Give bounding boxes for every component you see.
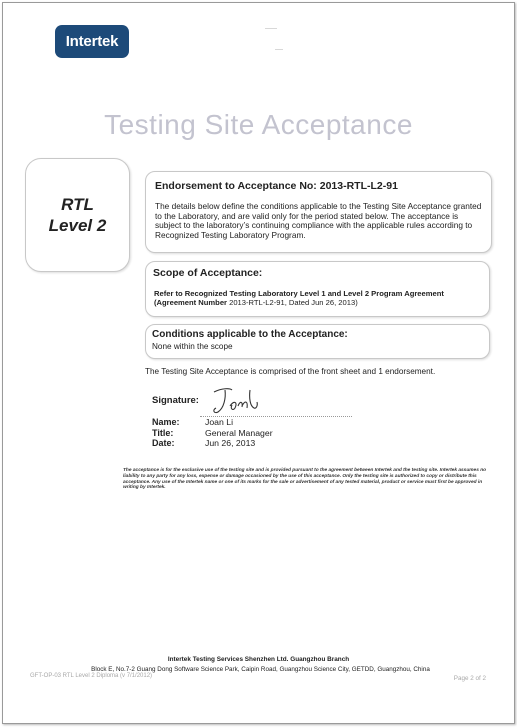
scope-title: Scope of Acceptance:	[153, 267, 263, 279]
scan-mark	[275, 49, 283, 50]
level-line2: Level 2	[48, 216, 107, 235]
document-page	[2, 2, 515, 724]
intertek-logo	[55, 25, 129, 58]
date-label: Date:	[152, 438, 175, 448]
footer-address: Block E, No.7-2 Guang Dong Software Science Park, Caipin Road, Guangzhou Science City, GETDD, Guangzhou, China	[91, 666, 430, 673]
logo-text: Intertek	[65, 33, 119, 50]
name-value: Joan Li	[205, 417, 234, 427]
conditions-text: None within the scope	[152, 342, 233, 351]
scope-section	[145, 261, 490, 317]
level-line1: RTL	[61, 195, 94, 214]
page-number: Page 2 of 2	[453, 675, 486, 682]
title-label: Title:	[152, 428, 174, 438]
signature-label: Signature:	[152, 395, 199, 406]
endorsement-section	[145, 171, 492, 253]
endorsement-text: The details below define the conditions applicable to the Testing Site Acceptance granted to the Laboratory, and are valid only for the period stated below. The acceptance is subject to the laboratory’s continuing compliance with the applicable rules according to Recognized Testing Laboratory Program.	[155, 201, 482, 240]
conditions-section	[145, 324, 490, 359]
document-code: GFT-OP-03 RTL Level 2 Diploma (v 7/1/2012)	[30, 673, 153, 679]
scope-text-bold: Refer to Recognized Testing Laboratory Level 1 and Level 2 Program Agreement (Agreement Number	[154, 289, 444, 308]
comprised-note: The Testing Site Acceptance is comprised of the front sheet and 1 endorsement.	[145, 367, 436, 376]
scan-mark	[265, 28, 277, 29]
name-label: Name:	[152, 417, 180, 427]
scope-text	[154, 289, 484, 307]
conditions-title: Conditions applicable to the Acceptance:	[152, 329, 348, 340]
scope-text-normal: 2013-RTL-L2-91, Dated Jun 26, 2013)	[229, 298, 358, 308]
endorsement-title: Endorsement to Acceptance No: 2013-RTL-L2-91	[155, 180, 398, 192]
disclaimer-text: The acceptance is for the exclusive use of the testing site and is provided pursuant to the agreement between Intertek and the testing site. Intertek assumes no liability to any party for any loss, expense or damage occasioned by the use of this acceptance. Only the testing site is authorized to copy or distribute this acceptance. Any use of the Intertek name or one of its marks for the sale or advertisement of any tested material, product or service must first be approved in writing by Intertek.	[123, 468, 487, 491]
title-value: General Manager	[205, 428, 273, 438]
footer-company: Intertek Testing Services Shenzhen Ltd. Guangzhou Branch	[167, 656, 350, 663]
date-value: Jun 26, 2013	[205, 438, 256, 448]
document-title: Testing Site Acceptance	[104, 109, 413, 140]
handwritten-signature	[208, 384, 268, 418]
level-badge	[25, 158, 130, 272]
